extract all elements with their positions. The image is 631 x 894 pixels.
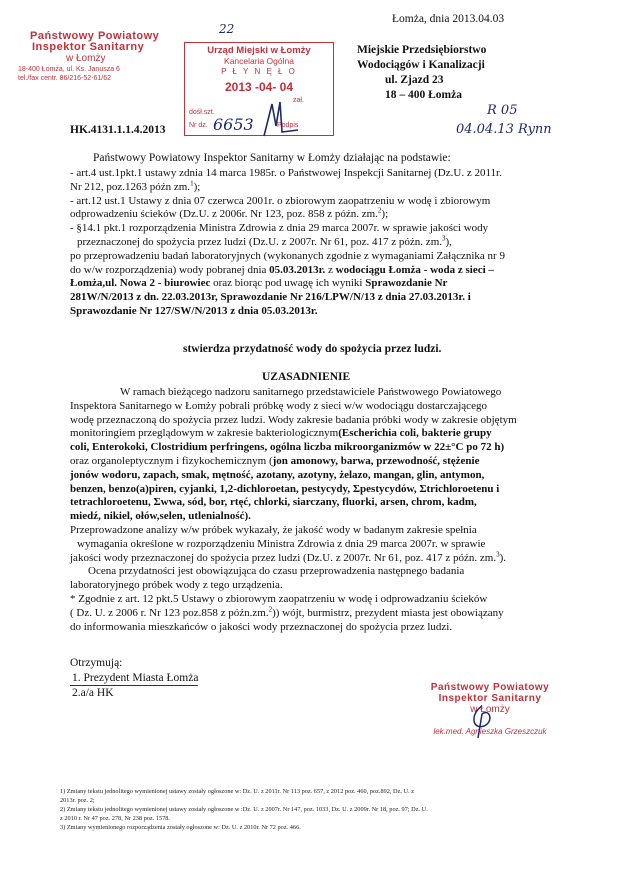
just-text: )) wójt, burmistrz, prezydent miasta jest obowiązany [272,606,504,619]
footnote-1b: 2013r. poz. 2; [60,797,95,804]
body-line-5: Sprawozdanie Nr 127/SW/N/2013 z dnia 05.03.2013r. [70,304,318,317]
distribution-block [70,656,198,701]
footnote-ref: 2 [377,206,382,215]
inspector-stamp-line2: Inspektor Sanitarny [32,41,145,53]
just-bold: (Escherichia coli, bakterie grupy [338,427,492,440]
basis-3-line2 [70,236,586,250]
inspector-stamp-line3: w Łomży [66,53,106,64]
footnote-2a: 2) Zmiany tekstu jednolitego wymienionej ustawy zostały ogłoszone w :Dz. U. z 2007r. Nr 147, poz. 1033, Dz. U. z 2009r. Nr 18, poz. 97; Dz. U. [60,806,428,813]
footnote-ref: 3 [442,234,446,243]
just-line-14: Ocena przydatności jest obowiązująca do czasu przeprowadzenia następnego badania [88,565,465,578]
signature-stamp-line2: Inspektor Sanitarny [438,693,542,704]
signature-stamp-name: lek.med. Agnieszka Grzeszczuk [433,727,547,736]
signature-icon [464,700,504,744]
just-line-12: wymagania określone w rozporządzeniu Ministra Zdrowia z dnia 29 marca 2007r. w sprawie [77,537,486,550]
office-stamp-number: 6653 [213,115,254,134]
footnotes [60,787,590,832]
body-line-2 [70,264,586,278]
body-text: do w/w rozporządzenia) wody pobranej dnia [70,263,270,276]
office-stamp-signature-icon [258,96,308,142]
inspector-stamp-line1: Państwowy Powiatowy [30,30,160,42]
sample-date: 05.03.2013r. [269,263,326,276]
just-line-9: tetrachloroetenu, Σwwa, sód, bor, rtęć, chlorki, siarczany, fluorki, arsen, chrom, kadm, [70,496,477,509]
signature-stamp-line3: w Łomży [470,704,510,715]
basis-1-end: ); [193,180,201,193]
inspector-stamp [12,31,192,83]
office-stamp-attachments: zał. [293,97,304,104]
just-line-1: W ramach bieżącego nadzoru sanitarnego przedstawiciele Państwowego Powiatowego [120,386,502,398]
office-stamp-number-label: Nr dz. [189,122,208,129]
just-text: ). [499,551,507,564]
justification-heading: UZASADNIENIE [262,371,351,383]
distribution-item-2: 2.a/a HK [72,687,114,699]
recipient-line2: Wodociągów i Kanalizacji [357,59,485,71]
basis-1-line2 [70,181,586,195]
basis-2-text: odprowadzeniu ścieków (Dz.U. z 2006r. Nr 123, poz. 858 z późn. zm. [70,208,378,221]
footnote-3: 3) Zmiany wymienionego rozporządzenia zostały ogłoszone w: Dz. U. z 2010r. Nr 72 poz. 466. [60,824,301,831]
body-line-1: po przeprowadzeniu badań laboratoryjnych (wykonanych zgodnie z wymaganiami Załącznika nr 9 [70,249,505,262]
just-line-18: do informowania mieszkańców o jakości wody przeznaczonej do spożycia przez ludzi. [70,620,453,633]
decision-statement: stwierdza przydatność wody do spożycia przez ludzi. [183,343,442,355]
basis-3-line1: - §14.1 pkt.1 rozporządzenia Ministra Zdrowia z dnia 29 marca 2007r. w sprawie jakości wody [70,222,489,235]
handwritten-code: R 05 [487,103,518,118]
just-line-2: Inspektora Sanitarnego w Łomży pobrali próbkę wody z sieci w/w wodociągu dostarczającego [70,399,487,412]
waterworks-name: wodociągu Łomża - woda z sieci – [335,263,494,276]
just-text: monitoringiem przeglądowym w zakresie bakteriologicznym [70,427,339,440]
body-text: z [325,263,336,276]
signature-stamp-line1: Państwowy Powiatowy [430,682,550,693]
recipient-line1: Miejskie Przedsiębiorstwo [357,44,487,56]
basis-2-line2 [70,208,586,222]
just-line-8: benzen, benzo(a)piren, cyjanki, 1,2-dichloroetan, pestycydy, Σpestycydów, Σtrichloroetenu i [70,482,500,495]
office-stamp-title: Urząd Miejski w Łomży [207,45,311,56]
recipient-line4: 18 – 400 Łomża [385,89,462,101]
footnote-ref: 3 [496,549,500,558]
just-line-16: * Zgodnie z art. 12 pkt.5 Ustawy o zbiorowym zaopatrzeniu w wodę i odprowadzaniu ścieków [70,592,488,605]
footnote-ref: 1 [190,179,194,188]
just-line-10: miedź, nikiel, ołów,selen, utlenialność). [70,510,251,523]
footnote-ref: 2 [268,605,273,614]
inspector-stamp-line4: 18-400 Łomża, ul. Ks. Janusza 6 [18,66,120,73]
just-text: jakości wody przeznaczonej do spożycia przez ludzi (Dz.U. z 2007r. Nr 61, poz. 417 z późn. zm. [70,551,497,564]
basis-2-line1: - art.12 ust.1 Ustawy z dnia 07 czerwca 2001r. o zbiorowym zaopatrzeniu w wodę i zbiorowym [70,194,491,207]
office-stamp-sheets: dośł.szt. [189,109,215,116]
body-text: oraz biorąc pod uwagę ich wyniki [210,277,366,290]
office-stamp-subtitle: Kancelaria Ogólna [224,56,294,66]
just-line-11: Przeprowadzone analizy w/w próbek wykazały, że jakość wody w badanym zakresie spełnia [70,523,477,536]
just-bold: jon amonowy, barwa, przewodność, stężenie [272,454,480,467]
page-mark: 22 [219,22,235,36]
body-line-4: 281W/N/2013 z dn. 22.03.2013r, Sprawozdanie Nr 216/LPW/N/13 z dnia 27.03.2013r. i [70,291,471,304]
just-line-15: laboratoryjnego próbek wody z tego urządzenia. [70,579,283,592]
office-stamp-received: P Ł Y N Ę Ł O [221,67,297,76]
office-stamp-signature-label: Podpis [277,122,299,129]
just-line-3: wodę przeznaczoną do spożycia przez ludzi. Wody zakresie badania próbki wody w zakresie objętym [70,413,517,426]
basis-3-end: ), [445,235,452,248]
legal-basis-list [70,167,586,319]
recipient-line3: ul. Zjazd 23 [385,74,444,86]
footnote-1a: 1) Zmiany tekstu jednolitego wymienionej ustawy zostały ogłoszone w: Dz. U. z 2011r. Nr 113 poz. 657, z 2012 poz. 460, poz.892, Dz. U. z [60,788,415,795]
just-line-6 [70,455,586,469]
reference-number: HK.4131.1.1.4.2013 [70,124,166,136]
report-ref: Sprawozdanie Nr [365,277,448,290]
recipient-block [357,43,486,103]
intro-text: Państwowy Powiatowy Inspektor Sanitarny w Łomży działając na podstawie: [93,152,451,164]
sample-location: Łomża,ul. Nowa 2 - biurowiec [70,277,211,290]
footnote-2b: z 2010 r. Nr 47 poz. 278, Nr 238 poz. 1578. [60,815,171,822]
just-line-5: coli, Enterokoki, Clostridium perfringens, ogólna liczba mikroorganizmów w 22±°C po 72 h) [70,441,505,454]
just-text: ( Dz. U. z 2006 r. Nr 123 poz.858 z późn.zm. [70,606,269,619]
handwritten-note: 04.04.13 Rynn [456,122,552,137]
just-line-7: jonów wodoru, zapach, smak, mętność, azotany, azotyny, żelazo, mangan, glin, antymon, [70,468,485,481]
distribution-item-1: 1. Prezydent Miasta Łomża [70,671,198,687]
basis-2-end: ); [381,208,389,221]
just-line-4 [70,427,586,441]
distribution-label: Otrzymują: [70,657,123,669]
just-line-17 [70,607,586,621]
basis-1-text: Nr 212, poz.1263 późn zm. [70,180,191,193]
place-date: Łomża, dnia 2013.04.03 [392,13,505,25]
just-line-13 [70,549,586,566]
inspector-stamp-line5: tel./fax centr. 86/216-52-61/62 [18,75,112,82]
body-line-3 [70,277,586,291]
basis-1-line1: - art.4 ust.1pkt.1 ustawy zdnia 14 marca 1985r. o Państwowej Inspekcji Sanitarnej (Dz.U. z 2011r. [70,167,502,179]
office-stamp-date: 2013 -04- 04 [224,80,294,94]
just-text: oraz organoleptycznym i fizykochemicznym ( [70,454,273,467]
justification-body [70,386,586,634]
basis-3-text: przeznaczonej do spożycia przez ludzi (Dz.U. z 2007r. Nr 61, poz. 417 z późn. zm. [77,235,442,248]
